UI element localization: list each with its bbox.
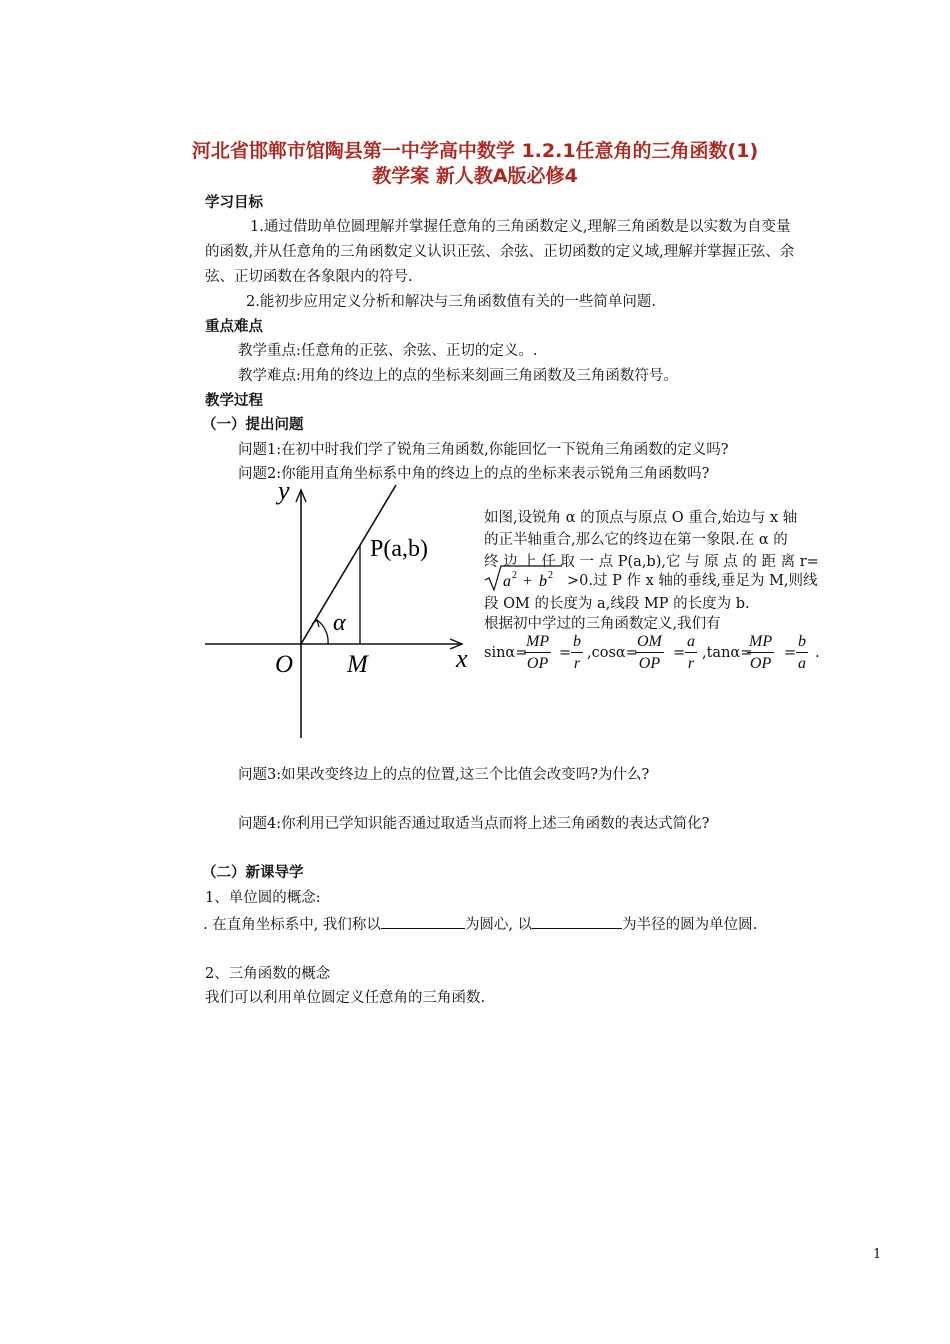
unit-circle-text-b: 为圆心, 以 [464, 917, 533, 933]
sqrt-a-exp: 2 [512, 570, 517, 581]
cos-den-2: r [687, 655, 695, 672]
goals-heading: 学习目标 [205, 195, 263, 211]
cos-frac-2 [685, 632, 697, 675]
sqrt-a: a [503, 573, 511, 590]
origin-label: O [275, 651, 294, 678]
cos-label: ,cosα= [587, 645, 638, 661]
cos-frac-1 [635, 632, 664, 675]
goal1-line3: 弦、正切函数在各象限内的符号. [205, 269, 413, 285]
x-axis-label: x [456, 644, 468, 673]
side-line-3: 终 边 上 任 取 一 点 P(a,b),它 与 原 点 的 距 离 r= [484, 554, 819, 570]
part1-heading: （一）提出问题 [202, 417, 304, 433]
question-1: 问题1:在初中时我们学了锐角三角函数,你能回忆一下锐角三角函数的定义吗? [238, 442, 729, 458]
terminal-side [301, 485, 396, 644]
tan-num-1: MP [747, 632, 774, 653]
process-heading: 教学过程 [205, 393, 263, 409]
unit-circle-text-a: . 在直角坐标系中, 我们称以 [203, 917, 381, 933]
goal1-line2: 的函数,并从任意角的三角函数定义认识正弦、余弦、正切函数的定义域,理解并掌握正弦、余 [205, 244, 795, 260]
coordinate-figure [200, 478, 480, 740]
goal1-line1: 1.通过借助单位圆理解并掌握任意角的三角函数定义,理解三角函数是以实数为自变量 [250, 219, 791, 235]
sin-den-2: r [573, 655, 581, 672]
tan-eq: = [784, 645, 797, 661]
subsection-2: 2、三角函数的概念 [205, 966, 331, 982]
sin-den-1: OP [526, 655, 549, 672]
sqrt-b: b [539, 573, 547, 590]
key-heading: 重点难点 [205, 319, 263, 335]
sin-label: sinα= [484, 645, 528, 661]
tan-num-2: b [796, 632, 808, 653]
y-axis-label: y [278, 478, 290, 505]
side-line-6: 根据初中学过的三角函数定义,我们有 [484, 616, 721, 632]
tan-label: ,tanα= [702, 645, 753, 661]
sin-num-2: b [571, 632, 583, 653]
tan-frac-1 [747, 632, 774, 675]
sin-frac-2 [571, 632, 583, 675]
tan-den-2: a [798, 655, 806, 672]
angle-arc-arrow [312, 620, 319, 627]
alpha-label: α [333, 610, 346, 636]
goal2: 2.能初步应用定义分析和解决与三角函数值有关的一些简单问题. [246, 294, 656, 310]
unit-circle-sentence [203, 913, 757, 934]
center-blank[interactable] [381, 914, 465, 929]
sin-eq: = [559, 645, 572, 661]
tan-den-1: OP [749, 655, 772, 672]
unit-circle-text-c: 为半径的圆为单位圆. [622, 917, 758, 933]
page-number: 1 [873, 1247, 882, 1262]
sqrt-b-exp: 2 [548, 570, 553, 581]
cos-num-2: a [685, 632, 697, 653]
p-label: P(a,b) [370, 536, 428, 562]
sin-num-1: MP [524, 632, 551, 653]
side-line-5: 段 OM 的长度为 a,线段 MP 的长度为 b. [484, 596, 750, 612]
question-2: 问题2:你能用直角坐标系中角的终边上的点的坐标来表示锐角三角函数吗? [238, 466, 710, 482]
cos-den-1: OP [638, 655, 661, 672]
sqrt-plus: + [523, 573, 533, 590]
question-4: 问题4:你利用已学知识能否通过取适当点而将上述三角函数的表达式简化? [238, 816, 710, 832]
doc-title-line2: 教学案 新人教A版必修4 [372, 165, 578, 187]
question-3: 问题3:如果改变终边上的点的位置,这三个比值会改变吗?为什么? [238, 767, 650, 783]
cos-num-1: OM [635, 632, 664, 653]
cos-eq: = [673, 645, 686, 661]
m-label: M [347, 651, 368, 678]
key-point: 教学重点:任意角的正弦、余弦、正切的定义。. [238, 343, 538, 359]
difficult-point: 教学难点:用角的终边上的点的坐标来刻画三角函数及三角函数符号。 [238, 368, 678, 384]
sin-frac-1 [524, 632, 551, 675]
side-line-2: 的正半轴重合,那么它的终边在第一象限.在 α 的 [484, 532, 788, 548]
doc-title-line1: 河北省邯郸市馆陶县第一中学高中数学 1.2.1任意角的三角函数(1) [191, 140, 759, 162]
sqrt-expression [484, 564, 564, 592]
subsection-1: 1、单位圆的概念: [205, 890, 321, 906]
formula-end: . [815, 645, 820, 661]
radius-blank[interactable] [532, 914, 622, 929]
subsection-2-text: 我们可以利用单位圆定义任意角的三角函数. [205, 990, 486, 1006]
part2-heading: （二）新课导学 [202, 865, 304, 881]
tan-frac-2 [796, 632, 808, 675]
side-line-4: >0.过 P 作 x 轴的垂线,垂足为 M,则线 [567, 573, 818, 589]
side-line-1: 如图,设锐角 α 的顶点与原点 O 重合,始边与 x 轴 [484, 510, 798, 526]
